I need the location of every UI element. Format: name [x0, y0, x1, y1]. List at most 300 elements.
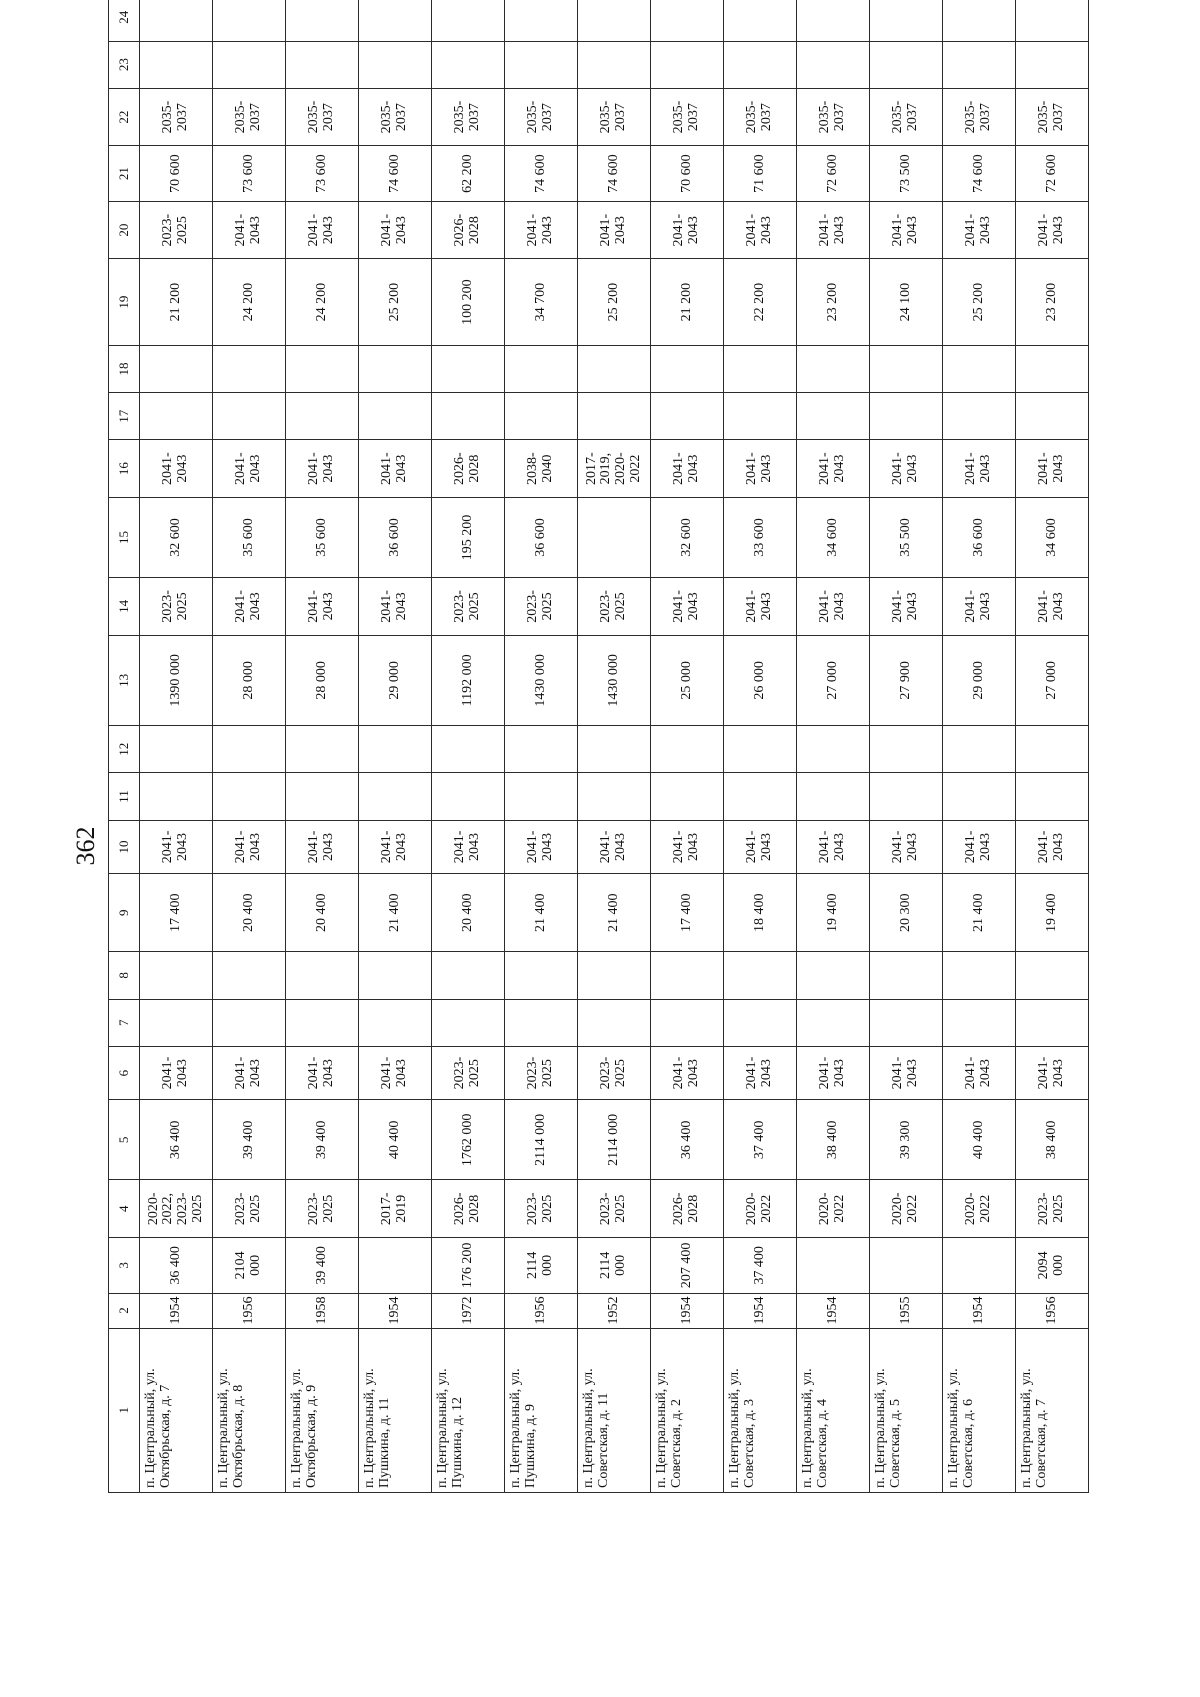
table-cell: 2023-2025: [140, 578, 213, 636]
column-header: 17: [109, 393, 140, 440]
table-cell: 1956: [1016, 1293, 1089, 1328]
table-cell: 2114 000: [578, 1100, 651, 1180]
table-cell: [432, 773, 505, 820]
table-cell: [432, 41, 505, 88]
table-cell: 2041-2043: [213, 820, 286, 873]
table-cell: 35 600: [286, 497, 359, 577]
table-cell: 73 600: [213, 146, 286, 202]
table-cell: [870, 773, 943, 820]
table-cell: [797, 999, 870, 1046]
table-cell: 2020-2022: [797, 1180, 870, 1238]
table-cell: 32 600: [140, 497, 213, 577]
table-cell: 2094 000: [1016, 1238, 1089, 1294]
table-cell: 2041-2043: [140, 440, 213, 498]
table-cell: 2041-2043: [286, 440, 359, 498]
table-cell: [286, 999, 359, 1046]
table-cell: 2020-2022: [943, 1180, 1016, 1238]
table-cell: [286, 773, 359, 820]
table-cell: 74 600: [943, 146, 1016, 202]
table-cell: 23 200: [1016, 259, 1089, 345]
table-cell: 1954: [651, 1293, 724, 1328]
table-cell: 2041-2043: [1016, 578, 1089, 636]
column-header: 22: [109, 88, 140, 146]
table-cell: [651, 952, 724, 999]
table-cell: 2035-2037: [505, 88, 578, 146]
table-cell: [724, 999, 797, 1046]
table-cell: 36 600: [505, 497, 578, 577]
table-row: [1016, 0, 1089, 1493]
table-cell: [651, 0, 724, 41]
table-cell: [578, 393, 651, 440]
table-cell: 35 600: [213, 497, 286, 577]
table-cell: 2041-2043: [870, 1046, 943, 1099]
table-cell: 36 400: [140, 1238, 213, 1294]
table-cell: 28 000: [213, 635, 286, 725]
table-cell: [578, 497, 651, 577]
column-header: 1: [109, 1328, 140, 1492]
table-cell: 25 200: [578, 259, 651, 345]
table-cell: 2035-2037: [651, 88, 724, 146]
table-cell: [213, 726, 286, 773]
table-cell: [505, 0, 578, 41]
table-cell: 2023-2025: [578, 1046, 651, 1099]
table-cell: 29 000: [359, 635, 432, 725]
table-cell: 2026-2028: [432, 440, 505, 498]
table-cell: 2041-2043: [286, 1046, 359, 1099]
table-cell: 2020-2022: [870, 1180, 943, 1238]
table-cell: 2041-2043: [359, 440, 432, 498]
table-row: [286, 0, 359, 1493]
table-cell: 2041-2043: [943, 201, 1016, 259]
table-cell: [797, 1238, 870, 1294]
table-cell: [651, 773, 724, 820]
table-cell: 1958: [286, 1293, 359, 1328]
table-cell: 1954: [724, 1293, 797, 1328]
table-header: [109, 0, 140, 1493]
table-cell: 2041-2043: [651, 201, 724, 259]
table-cell: 1952: [578, 1293, 651, 1328]
table-cell: 2041-2043: [651, 1046, 724, 1099]
table-cell: 2041-2043: [651, 578, 724, 636]
address-cell: п. Центральный, ул. Советская, д. 4: [797, 1328, 870, 1492]
table-cell: 2041-2043: [432, 820, 505, 873]
table-cell: 2017-2019, 2020-2022: [578, 440, 651, 498]
column-header: 6: [109, 1046, 140, 1099]
table-cell: 2035-2037: [1016, 88, 1089, 146]
table-cell: [578, 41, 651, 88]
address-cell: п. Центральный, ул. Пушкина, д. 9: [505, 1328, 578, 1492]
table-cell: 2023-2025: [213, 1180, 286, 1238]
table-cell: 25 200: [359, 259, 432, 345]
table-cell: [797, 726, 870, 773]
table-cell: [797, 393, 870, 440]
table-cell: 1430 000: [578, 635, 651, 725]
table-cell: [359, 345, 432, 392]
table-cell: 27 000: [797, 635, 870, 725]
table-cell: [432, 393, 505, 440]
column-header: 2: [109, 1293, 140, 1328]
table-cell: 32 600: [651, 497, 724, 577]
table-cell: 2041-2043: [578, 201, 651, 259]
table-cell: 100 200: [432, 259, 505, 345]
table-cell: 2041-2043: [1016, 440, 1089, 498]
table-cell: 2035-2037: [432, 88, 505, 146]
table-cell: [1016, 345, 1089, 392]
table-cell: 2035-2037: [213, 88, 286, 146]
table-cell: [432, 0, 505, 41]
table-cell: [359, 952, 432, 999]
table-cell: [505, 773, 578, 820]
table-cell: 2041-2043: [943, 578, 1016, 636]
table-cell: 176 200: [432, 1238, 505, 1294]
table-cell: 2041-2043: [1016, 1046, 1089, 1099]
table-cell: 2035-2037: [359, 88, 432, 146]
table-cell: 39 400: [213, 1100, 286, 1180]
table-cell: 37 400: [724, 1238, 797, 1294]
table-cell: 21 400: [505, 874, 578, 952]
address-cell: п. Центральный, ул. Советская, д. 3: [724, 1328, 797, 1492]
table-cell: 2035-2037: [286, 88, 359, 146]
table-cell: [870, 0, 943, 41]
table-cell: 2023-2025: [578, 1180, 651, 1238]
table-cell: 2023-2025: [286, 1180, 359, 1238]
table-cell: 37 400: [724, 1100, 797, 1180]
table-cell: 2026-2028: [651, 1180, 724, 1238]
table-cell: 24 200: [213, 259, 286, 345]
table-cell: 39 400: [286, 1238, 359, 1294]
rotated-table-container: [108, 0, 1068, 1493]
table-cell: [724, 952, 797, 999]
table-cell: 2023-2025: [432, 1046, 505, 1099]
table-cell: [578, 345, 651, 392]
column-header: 13: [109, 635, 140, 725]
column-header: 12: [109, 726, 140, 773]
table-cell: 20 400: [213, 874, 286, 952]
table-cell: 40 400: [359, 1100, 432, 1180]
table-cell: [578, 0, 651, 41]
table-cell: 2114 000: [578, 1238, 651, 1294]
table-cell: [943, 345, 1016, 392]
table-row: [724, 0, 797, 1493]
table-cell: 2041-2043: [578, 820, 651, 873]
table-cell: [140, 345, 213, 392]
table-row: [432, 0, 505, 1493]
table-cell: [578, 999, 651, 1046]
table-cell: 1956: [505, 1293, 578, 1328]
table-cell: 2023-2025: [505, 1046, 578, 1099]
table-cell: 2041-2043: [943, 440, 1016, 498]
table-cell: 34 600: [1016, 497, 1089, 577]
table-cell: 2026-2028: [432, 1180, 505, 1238]
table-cell: [213, 999, 286, 1046]
table-cell: 2041-2043: [140, 1046, 213, 1099]
table-cell: 38 400: [797, 1100, 870, 1180]
table-cell: 40 400: [943, 1100, 1016, 1180]
table-cell: [286, 393, 359, 440]
table-cell: 1954: [140, 1293, 213, 1328]
table-cell: [505, 345, 578, 392]
table-cell: 21 200: [140, 259, 213, 345]
address-cell: п. Центральный, ул. Советская, д. 5: [870, 1328, 943, 1492]
table-cell: [140, 999, 213, 1046]
table-cell: [1016, 41, 1089, 88]
table-cell: [359, 773, 432, 820]
address-cell: п. Центральный, ул. Советская, д. 7: [1016, 1328, 1089, 1492]
page-number: 362: [71, 826, 100, 866]
table-cell: 2041-2043: [286, 820, 359, 873]
table-cell: 2041-2043: [213, 1046, 286, 1099]
column-header: 15: [109, 497, 140, 577]
table-cell: [943, 999, 1016, 1046]
table-cell: 26 000: [724, 635, 797, 725]
column-header: 21: [109, 146, 140, 202]
table-cell: 2041-2043: [213, 440, 286, 498]
table-cell: [140, 41, 213, 88]
table-cell: 2041-2043: [359, 201, 432, 259]
table-cell: 2041-2043: [359, 820, 432, 873]
table-cell: 2041-2043: [359, 1046, 432, 1099]
table-cell: [1016, 773, 1089, 820]
table-cell: 23 200: [797, 259, 870, 345]
table-cell: 2035-2037: [724, 88, 797, 146]
table-cell: 72 600: [1016, 146, 1089, 202]
table-cell: 27 000: [1016, 635, 1089, 725]
table-cell: 17 400: [140, 874, 213, 952]
table-cell: 2041-2043: [724, 440, 797, 498]
table-cell: 36 400: [140, 1100, 213, 1180]
table-cell: 2038-2040: [505, 440, 578, 498]
table-cell: 70 600: [140, 146, 213, 202]
table-cell: [651, 726, 724, 773]
table-cell: [943, 41, 1016, 88]
table-cell: 2041-2043: [213, 201, 286, 259]
table-cell: 1954: [797, 1293, 870, 1328]
table-cell: 2017-2019: [359, 1180, 432, 1238]
column-header: 14: [109, 578, 140, 636]
table-cell: 1956: [213, 1293, 286, 1328]
table-cell: 19 400: [797, 874, 870, 952]
table-cell: [651, 345, 724, 392]
table-cell: 71 600: [724, 146, 797, 202]
table-cell: 2026-2028: [432, 201, 505, 259]
table-cell: 18 400: [724, 874, 797, 952]
column-header: 19: [109, 259, 140, 345]
table-cell: 20 400: [286, 874, 359, 952]
column-header: 11: [109, 773, 140, 820]
table-cell: [1016, 0, 1089, 41]
table-cell: [651, 393, 724, 440]
header-row: [109, 0, 140, 1493]
table-cell: 33 600: [724, 497, 797, 577]
table-cell: [213, 0, 286, 41]
table-cell: [213, 393, 286, 440]
table-cell: [140, 393, 213, 440]
table-row: [213, 0, 286, 1493]
table-cell: [140, 0, 213, 41]
table-cell: 2041-2043: [505, 820, 578, 873]
table-cell: [651, 999, 724, 1046]
table-row: [578, 0, 651, 1493]
table-cell: 1390 000: [140, 635, 213, 725]
table-cell: 17 400: [651, 874, 724, 952]
table-cell: [505, 726, 578, 773]
table-cell: 38 400: [1016, 1100, 1089, 1180]
table-cell: 27 900: [870, 635, 943, 725]
table-cell: [578, 773, 651, 820]
table-cell: [286, 726, 359, 773]
table-cell: 2020-2022, 2023-2025: [140, 1180, 213, 1238]
table-cell: 74 600: [505, 146, 578, 202]
table-cell: 195 200: [432, 497, 505, 577]
table-cell: [359, 0, 432, 41]
table-cell: [286, 952, 359, 999]
table-cell: 1762 000: [432, 1100, 505, 1180]
table-cell: 2023-2025: [505, 1180, 578, 1238]
table-cell: 2041-2043: [651, 440, 724, 498]
table-cell: 34 600: [797, 497, 870, 577]
table-cell: 2041-2043: [870, 440, 943, 498]
table-cell: 2041-2043: [943, 1046, 1016, 1099]
table-cell: 39 300: [870, 1100, 943, 1180]
table-cell: 73 600: [286, 146, 359, 202]
table-cell: [724, 0, 797, 41]
table-cell: [359, 1238, 432, 1294]
table-cell: 2023-2025: [578, 578, 651, 636]
table-cell: 21 400: [578, 874, 651, 952]
table-row: [943, 0, 1016, 1493]
table-cell: 2114 000: [505, 1238, 578, 1294]
table-cell: 21 200: [651, 259, 724, 345]
table-cell: [797, 952, 870, 999]
column-header: 20: [109, 201, 140, 259]
table-cell: [943, 726, 1016, 773]
table-cell: [724, 393, 797, 440]
table-cell: 2023-2025: [140, 201, 213, 259]
table-cell: [797, 773, 870, 820]
table-cell: [943, 1238, 1016, 1294]
table-cell: 35 500: [870, 497, 943, 577]
table-cell: 20 400: [432, 874, 505, 952]
table-cell: 2041-2043: [870, 578, 943, 636]
address-cell: п. Центральный, ул. Советская, д. 2: [651, 1328, 724, 1492]
table-cell: 2041-2043: [359, 578, 432, 636]
table-cell: 24 100: [870, 259, 943, 345]
table-cell: [1016, 393, 1089, 440]
table-cell: 2114 000: [505, 1100, 578, 1180]
table-cell: [724, 345, 797, 392]
table-cell: [870, 41, 943, 88]
table-cell: 2041-2043: [797, 201, 870, 259]
table-cell: [213, 345, 286, 392]
table-cell: [286, 0, 359, 41]
table-cell: 2023-2025: [432, 578, 505, 636]
address-cell: п. Центральный, ул. Октябрьская, д. 7: [140, 1328, 213, 1492]
table-cell: [943, 952, 1016, 999]
table-cell: 36 600: [943, 497, 1016, 577]
table-cell: 25 000: [651, 635, 724, 725]
table-cell: 2041-2043: [724, 578, 797, 636]
table-cell: 2104 000: [213, 1238, 286, 1294]
table-cell: [724, 41, 797, 88]
table-cell: [578, 726, 651, 773]
table-cell: 2035-2037: [140, 88, 213, 146]
table-cell: [359, 726, 432, 773]
table-cell: 2041-2043: [797, 440, 870, 498]
table-cell: [797, 41, 870, 88]
table-cell: [505, 393, 578, 440]
table-cell: 2041-2043: [797, 1046, 870, 1099]
table-cell: 28 000: [286, 635, 359, 725]
address-cell: п. Центральный, ул. Пушкина, д. 12: [432, 1328, 505, 1492]
table-cell: [870, 345, 943, 392]
table-row: [651, 0, 724, 1493]
table-cell: 72 600: [797, 146, 870, 202]
table-cell: 2023-2025: [1016, 1180, 1089, 1238]
table-cell: 21 400: [943, 874, 1016, 952]
column-header: 4: [109, 1180, 140, 1238]
table-cell: 25 200: [943, 259, 1016, 345]
table-body: [140, 0, 1089, 1493]
table-cell: 2035-2037: [870, 88, 943, 146]
table-cell: [505, 999, 578, 1046]
table-cell: 22 200: [724, 259, 797, 345]
table-cell: [286, 41, 359, 88]
table-cell: [943, 773, 1016, 820]
table-cell: [870, 1238, 943, 1294]
table-cell: 36 400: [651, 1100, 724, 1180]
table-cell: [870, 999, 943, 1046]
address-cell: п. Центральный, ул. Советская, д. 11: [578, 1328, 651, 1492]
address-cell: п. Центральный, ул. Советская, д. 6: [943, 1328, 1016, 1492]
table-cell: [870, 726, 943, 773]
table-cell: 62 200: [432, 146, 505, 202]
column-header: 18: [109, 345, 140, 392]
table-cell: [943, 393, 1016, 440]
table-cell: 2041-2043: [286, 578, 359, 636]
table-cell: [432, 345, 505, 392]
table-cell: [651, 41, 724, 88]
table-cell: 207 400: [651, 1238, 724, 1294]
table-cell: [432, 952, 505, 999]
table-cell: [870, 393, 943, 440]
address-cell: п. Центральный, ул. Пушкина, д. 11: [359, 1328, 432, 1492]
table-cell: [359, 999, 432, 1046]
table-cell: [359, 393, 432, 440]
table-cell: 2041-2043: [724, 201, 797, 259]
table-cell: 21 400: [359, 874, 432, 952]
table-cell: 74 600: [578, 146, 651, 202]
table-row: [359, 0, 432, 1493]
table-cell: [797, 345, 870, 392]
column-header: 5: [109, 1100, 140, 1180]
table-cell: 24 200: [286, 259, 359, 345]
table-cell: [1016, 726, 1089, 773]
table-cell: 39 400: [286, 1100, 359, 1180]
table-row: [797, 0, 870, 1493]
table-cell: [797, 0, 870, 41]
column-header: 23: [109, 41, 140, 88]
table-cell: 2041-2043: [724, 1046, 797, 1099]
table-cell: [432, 726, 505, 773]
column-header: 9: [109, 874, 140, 952]
table-cell: [578, 952, 651, 999]
table-cell: 1954: [943, 1293, 1016, 1328]
table-cell: 2041-2043: [870, 201, 943, 259]
table-cell: [286, 345, 359, 392]
table-cell: [140, 773, 213, 820]
table-cell: 36 600: [359, 497, 432, 577]
table-cell: 2035-2037: [797, 88, 870, 146]
